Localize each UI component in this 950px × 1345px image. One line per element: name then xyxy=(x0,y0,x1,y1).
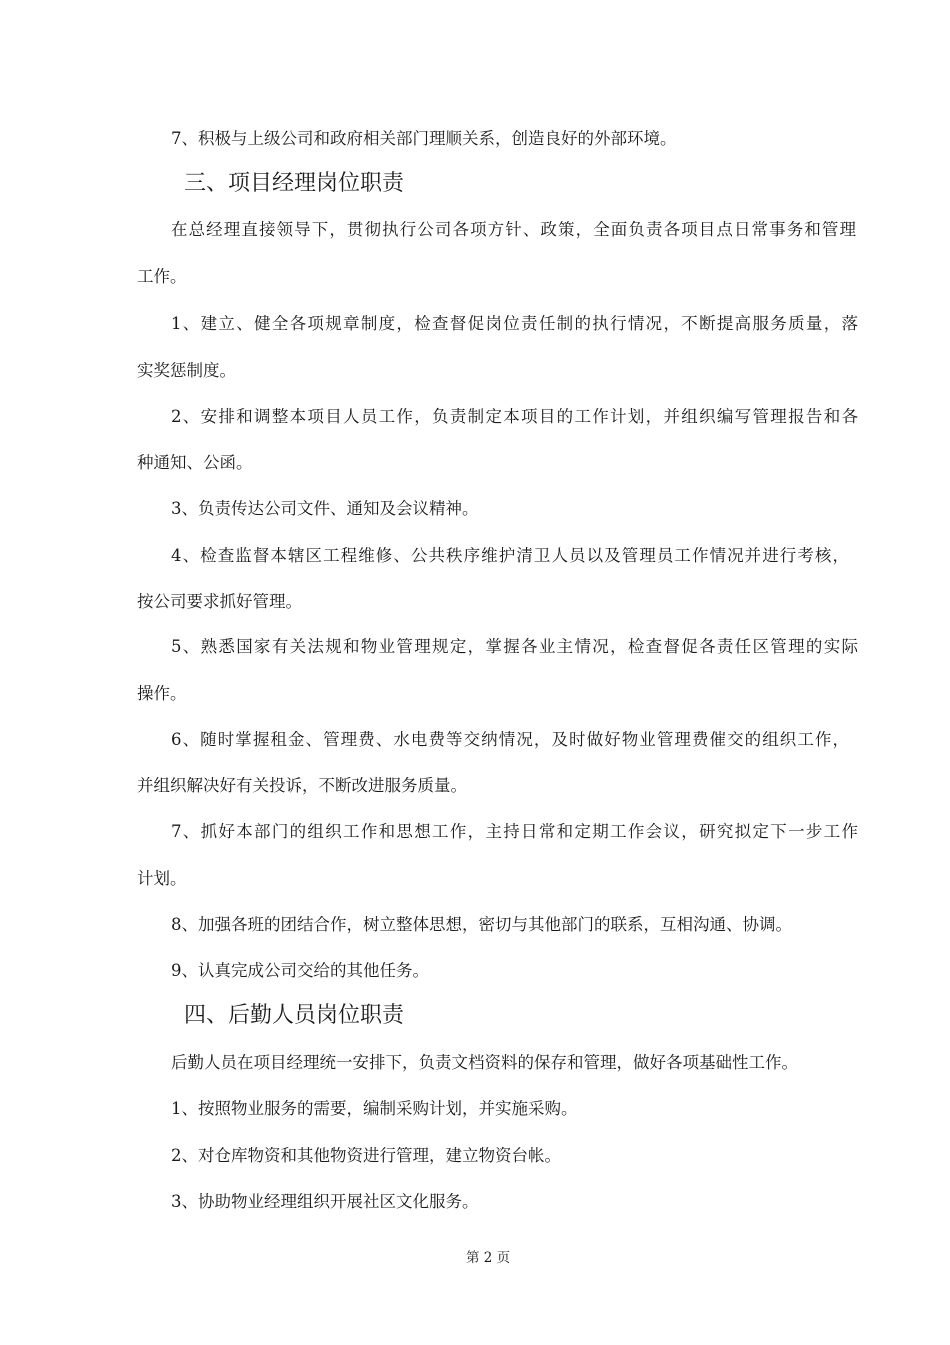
paragraph-line: 操作。 xyxy=(137,684,187,703)
paragraph-line: 2、对仓库物资和其他物资进行管理，建立物资台帐。 xyxy=(171,1146,561,1165)
paragraph-line: 按公司要求抓好管理。 xyxy=(137,592,302,611)
page-number: 第 2 页 xyxy=(466,1250,511,1266)
paragraph-line: 7、积极与上级公司和政府相关部门理顺关系，创造良好的外部环境。 xyxy=(171,129,677,148)
paragraph-line: 在总经理直接领导下，贯彻执行公司各项方针、政策，全面负责各项目点日常事务和管理 xyxy=(171,220,856,239)
paragraph-line: 工作。 xyxy=(137,267,187,286)
paragraph-line: 9、认真完成公司交给的其他任务。 xyxy=(171,961,429,980)
paragraph-line: 1、建立、健全各项规章制度，检查督促岗位责任制的执行情况，不断提高服务质量，落 xyxy=(171,314,858,333)
paragraph-line: 实奖惩制度。 xyxy=(137,361,236,380)
section-heading: 三、项目经理岗位职责 xyxy=(184,171,405,196)
section-heading: 四、后勤人员岗位职责 xyxy=(184,1003,405,1028)
paragraph-line: 7、抓好本部门的组织工作和思想工作，主持日常和定期工作会议，研究拟定下一步工作 xyxy=(171,822,858,841)
paragraph-line: 3、负责传达公司文件、通知及会议精神。 xyxy=(171,499,479,518)
paragraph-line: 计划。 xyxy=(137,869,187,888)
paragraph-line: 4、检查监督本辖区工程维修、公共秩序维护清卫人员以及管理员工作情况并进行考核， xyxy=(171,546,849,565)
paragraph-line: 8、加强各班的团结合作，树立整体思想，密切与其他部门的联系，互相沟通、协调。 xyxy=(171,915,792,934)
paragraph-line: 3、协助物业经理组织开展社区文化服务。 xyxy=(171,1192,479,1211)
paragraph-line: 种通知、公函。 xyxy=(137,453,253,472)
paragraph-line: 1、按照物业服务的需要，编制采购计划，并实施采购。 xyxy=(171,1099,578,1118)
paragraph-line: 5、熟悉国家有关法规和物业管理规定，掌握各业主情况，检查督促各责任区管理的实际 xyxy=(171,637,858,656)
paragraph-line: 并组织解决好有关投诉，不断改进服务质量。 xyxy=(137,776,467,795)
paragraph-line: 2、安排和调整本项目人员工作，负责制定本项目的工作计划，并组织编写管理报告和各 xyxy=(171,407,858,426)
paragraph-line: 后勤人员在项目经理统一安排下，负责文档资料的保存和管理，做好各项基础性工作。 xyxy=(171,1053,798,1072)
paragraph-line: 6、随时掌握租金、管理费、水电费等交纳情况，及时做好物业管理费催交的组织工作， xyxy=(171,730,849,749)
